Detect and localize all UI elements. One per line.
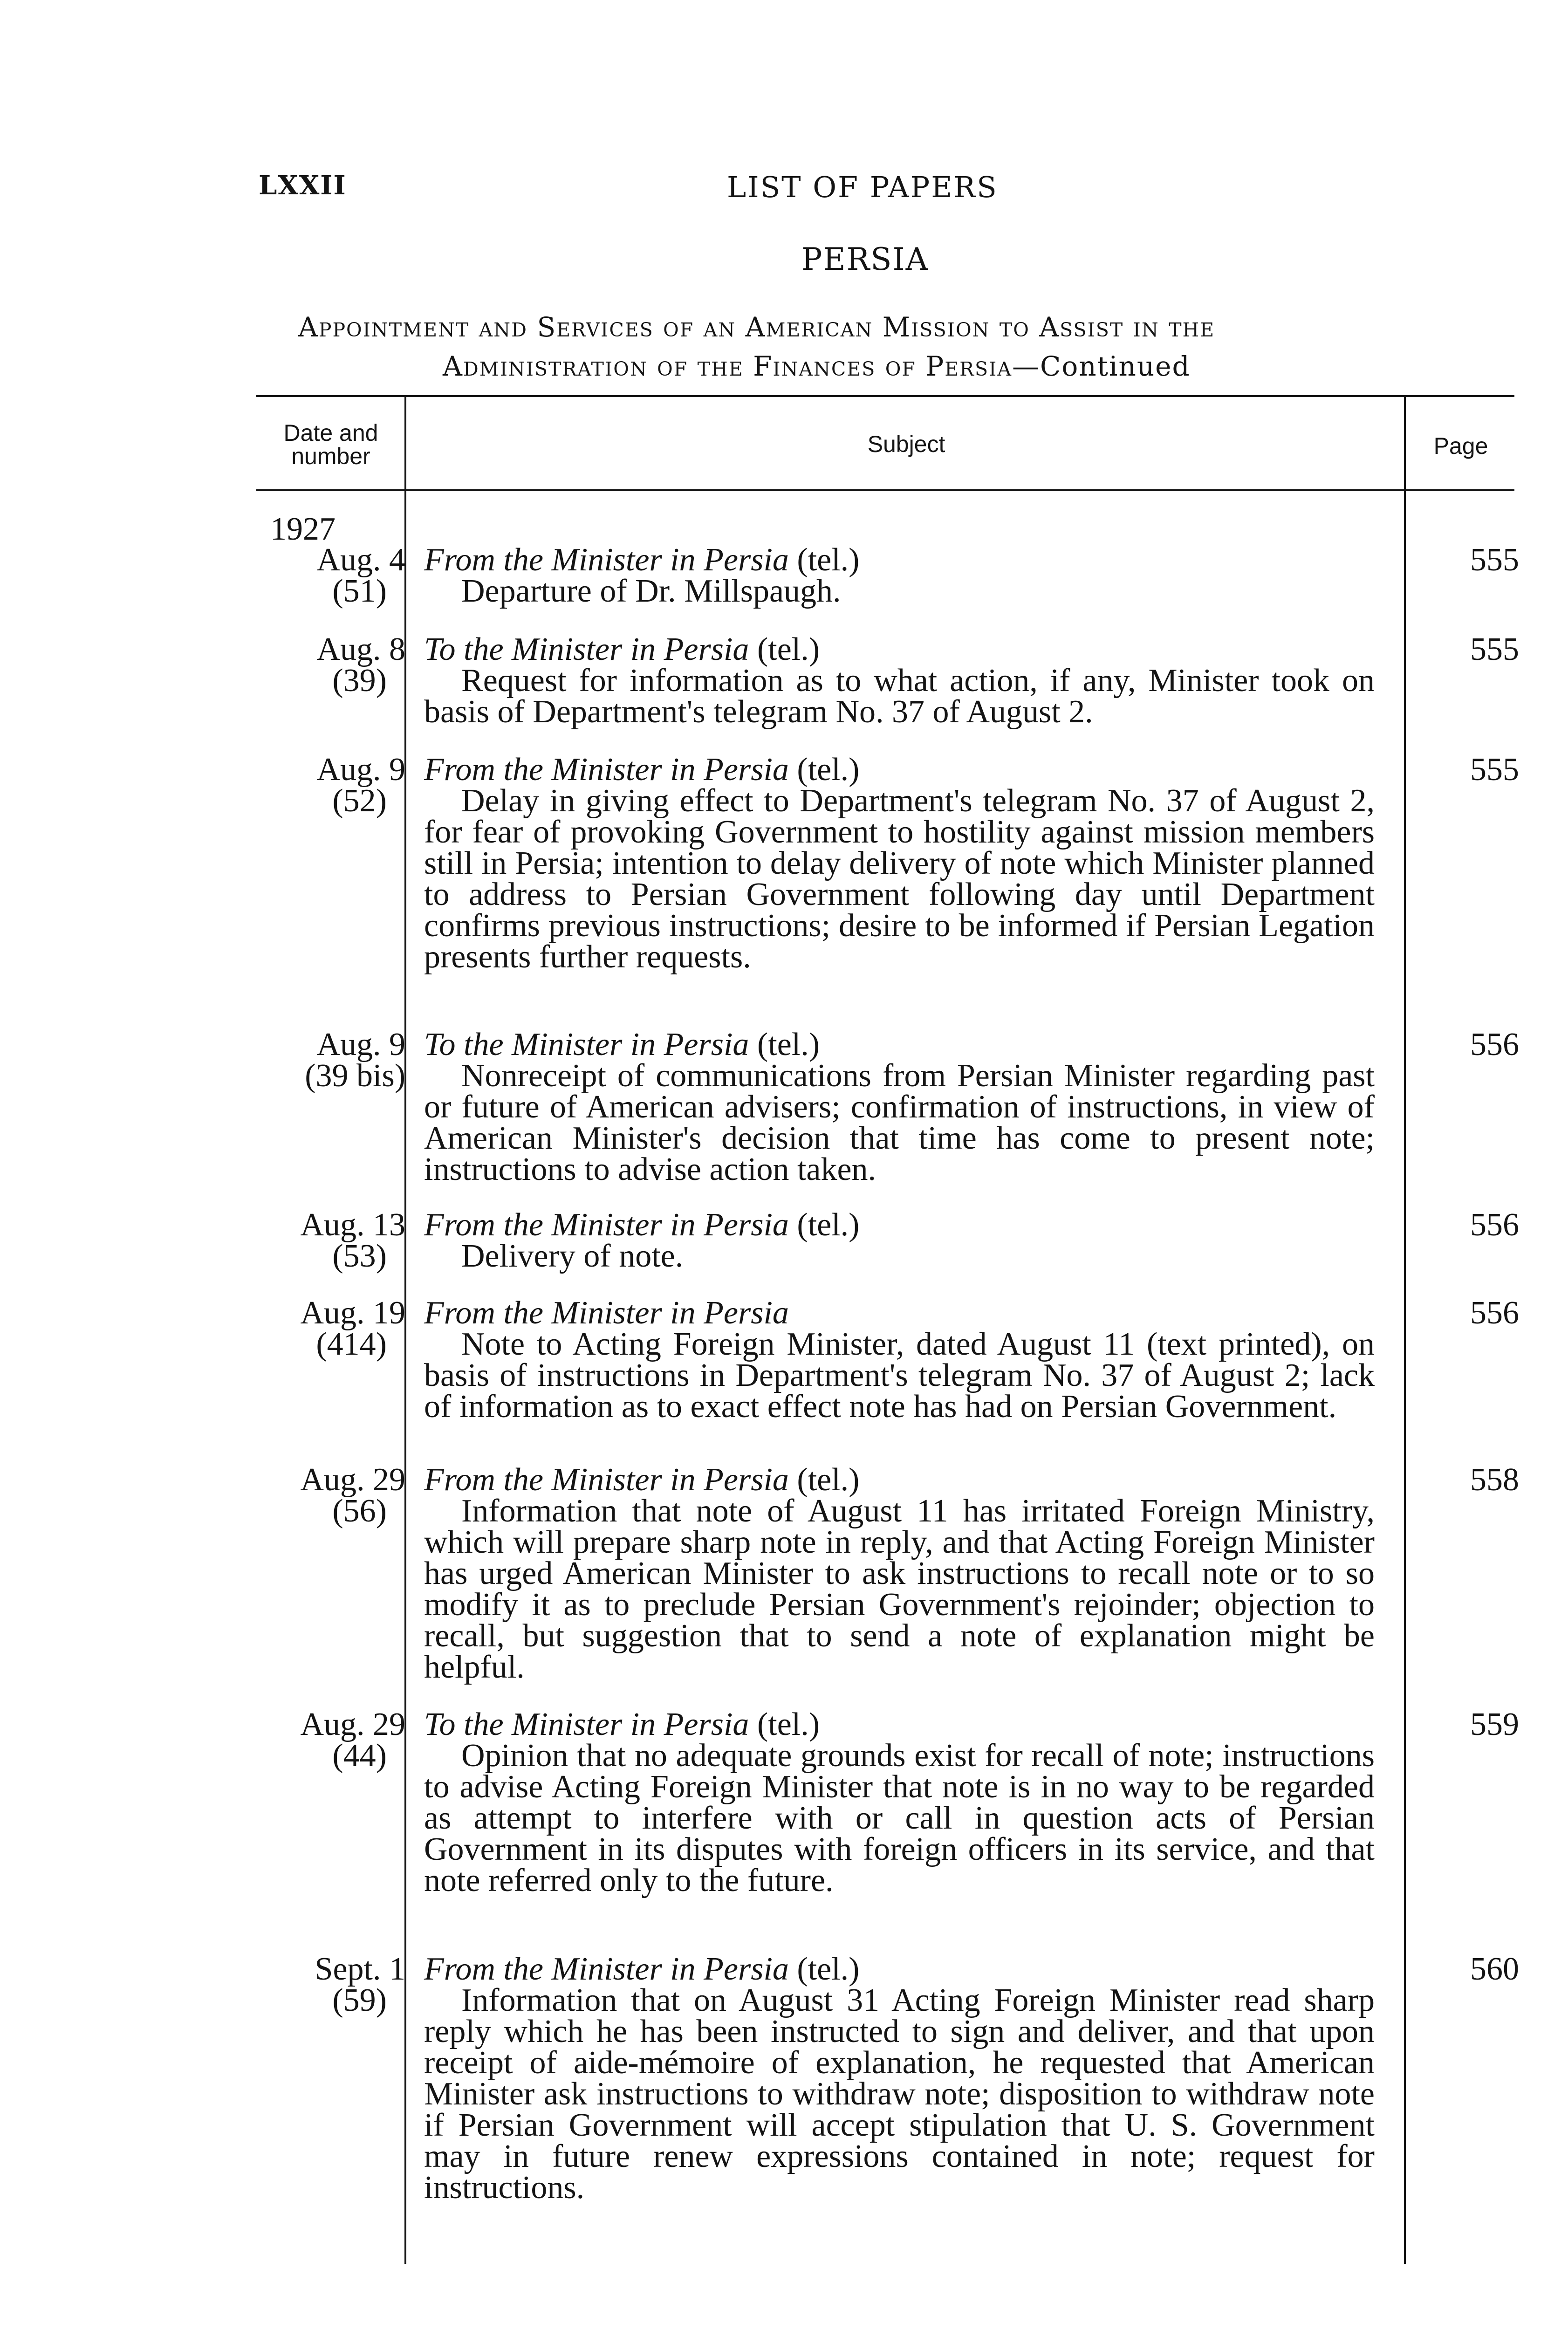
row-date [256,1706,405,1774]
subtitle-line-1: Appointment and Services of an American Mission to Assist in the [298,311,1215,343]
row-correspondent [424,1297,1375,1329]
row-summary: Opinion that no adequate grounds exist for recall of note; instructions to advise Acting Foreign Minister that note is in no way to be regarded as attempt to interfere with or call in question acts of Persian Government in its disputes with foreign officers in its service, and that note referred only to the future. [424,1738,1375,1898]
row-correspondent [424,1207,1375,1243]
row-summary: Departure of Dr. Millspaugh. [461,573,841,609]
row-correspondent [424,1462,1375,1498]
row-correspondent [424,1706,1375,1742]
row-date-text: Aug. 29 [300,1462,405,1498]
table-top-rule [256,395,1514,397]
row-date-text: Aug. 4 [316,542,405,578]
row-summary: Note to Acting Foreign Minister, dated August 11 (text printed), on basis of instructions in Department's telegram No. 37 of August 2; lack of information as to exact effect note has had on Persian Government. [424,1326,1375,1425]
row-date-text: Aug. 13 [300,1207,405,1243]
column-header-page: Page [1433,433,1488,459]
row-tel-marker: (tel.) [797,1207,860,1243]
row-tel-marker: (tel.) [797,1951,860,1987]
row-tel-marker: (tel.) [797,542,860,578]
row-date-text: Sept. 1 [315,1951,405,1987]
row-number: (44) [332,1738,387,1774]
row-page: 556 [1470,1207,1519,1243]
row-date [256,1297,405,1360]
row-date [256,1209,405,1272]
row-correspondent [424,1029,1375,1060]
subtitle-line-2-text: Administration of the Finances of Persia [443,350,1012,382]
row-correspondent-text: To the Minister in Persia [424,1706,749,1742]
row-correspondent-text: From the Minister in Persia [424,1462,789,1498]
row-page: 556 [1470,1295,1519,1331]
row-date-text: Aug. 9 [316,752,405,788]
row-number: (56) [332,1493,387,1529]
subtitle-continued: —Continued [1012,350,1191,382]
row-correspondent-text: From the Minister in Persia [424,542,789,578]
row-page: 555 [1470,542,1519,578]
row-correspondent-text: From the Minister in Persia [424,1951,789,1987]
row-summary: Delivery of note. [461,1238,684,1274]
row-number: (53) [332,1238,387,1274]
row-number: (39 bis) [305,1058,405,1094]
running-head: LIST OF PAPERS [727,170,998,204]
row-tel-marker: (tel.) [757,1706,820,1742]
column-header-subject: Subject [867,431,945,457]
row-correspondent [424,544,1375,576]
row-page: 555 [1470,631,1519,667]
row-date-text: Aug. 9 [316,1027,405,1062]
row-summary: Information that note of August 11 has irritated Foreign Ministry, which will prepare sharp note in reply, and that Acting Foreign Minister has urged American Minister to ask instructions to recall note or to so modify it as to preclude Persian Government's rejoinder; objection to recall, but suggestion that to send a note of explanation might be helpful. [424,1493,1375,1685]
row-date [256,544,405,607]
row-tel-marker: (tel.) [757,631,820,667]
row-correspondent-text: To the Minister in Persia [424,631,749,667]
row-tel-marker: (tel.) [797,1462,860,1498]
row-page: 555 [1470,752,1519,788]
page-number-roman: LXXII [259,170,347,201]
section-subtitle [298,308,1500,386]
row-date [256,752,405,819]
row-correspondent [424,752,1375,788]
row-correspondent-text: From the Minister in Persia [424,1295,789,1331]
row-summary: Delay in giving effect to Department's telegram No. 37 of August 2, for fear of provoking Government to hostility against mission members still in Persia; intention to delay delivery of note which Minister planned to address to Persian Government following day until Department confirms previous instructions; desire to be informed if Persian Legation presents further requests. [424,783,1375,975]
row-summary: Nonreceipt of communications from Persian Minister regarding past or future of American advisers; confirmation of instructions, in view of American Minister's decision that time has come to present note; instructions to advise action taken. [424,1058,1375,1187]
row-date [256,1464,405,1527]
column-header-date: Date and number [283,420,378,469]
row-page: 558 [1470,1462,1519,1498]
column-divider-right [1404,395,1406,2264]
row-date [256,1027,405,1094]
row-page: 556 [1470,1027,1519,1062]
row-date-text: Aug. 19 [300,1295,405,1331]
row-date-text: Aug. 29 [300,1706,405,1742]
row-number: (52) [332,783,387,819]
section-title: PERSIA [801,241,929,277]
row-tel-marker: (tel.) [797,752,860,788]
row-page: 560 [1470,1951,1519,1987]
row-tel-marker: (tel.) [757,1027,820,1062]
row-correspondent-text: From the Minister in Persia [424,1207,789,1243]
row-number: (414) [316,1326,387,1362]
row-page: 559 [1470,1706,1519,1742]
row-date [256,631,405,699]
row-summary: Request for information as to what action, if any, Minister took on basis of Department's telegram No. 37 of August 2. [424,663,1375,730]
row-date-text: Aug. 8 [316,631,405,667]
row-number: (59) [332,1982,387,2018]
row-date [256,1953,405,2016]
row-summary: Information that on August 31 Acting Foreign Minister read sharp reply which he has been instructed to sign and deliver, and that upon receipt of aide-mémoire of explanation, he requested that American Minister ask instructions to withdraw note; disposition to withdraw note if Persian Government will accept stipulation that U. S. Government may in future renew expressions contained in note; request for instructions. [424,1982,1375,2206]
row-correspondent-text: To the Minister in Persia [424,1027,749,1062]
row-number: (39) [332,663,387,699]
subtitle-line-2 [298,347,1500,386]
table-header-rule [256,489,1514,491]
row-correspondent-text: From the Minister in Persia [424,752,789,788]
row-correspondent [424,1953,1375,1985]
table-year: 1927 [270,511,336,547]
row-number: (51) [332,573,387,609]
row-correspondent [424,631,1375,667]
